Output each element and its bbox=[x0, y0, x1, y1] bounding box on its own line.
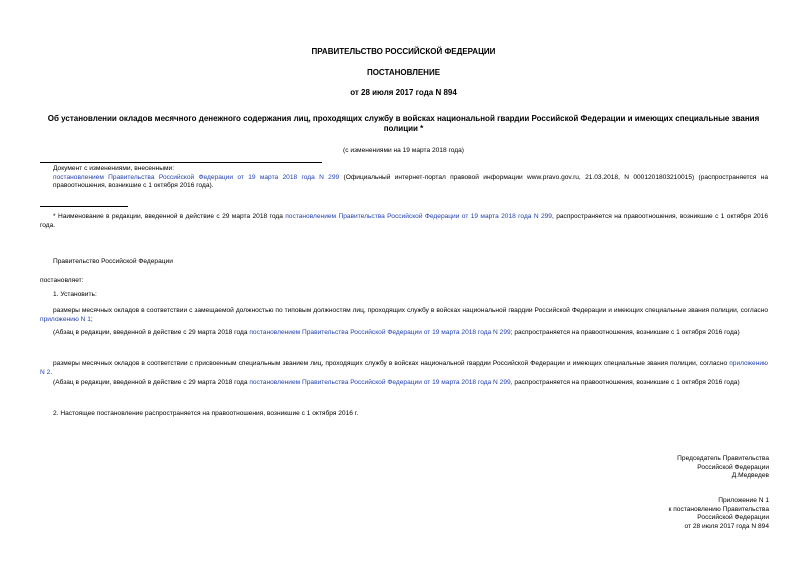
paragraph-a-amendment bbox=[40, 329, 768, 338]
government-line: Правительство Российской Федерации bbox=[53, 258, 173, 265]
paragraph-b-end: . bbox=[50, 368, 53, 376]
amendment-a-pre: (Абзац в редакции, введенной в действие с 29 марта 2018 года bbox=[53, 329, 250, 336]
changes-divider bbox=[40, 162, 322, 163]
item-1: 1. Установить: bbox=[53, 291, 97, 298]
signature-organization: Российской Федерации bbox=[697, 463, 769, 471]
paragraph-b bbox=[40, 360, 768, 377]
changes-rest: (Официальный интернет-портал правовой информации www.pravo.gov.ru, 21.03.2018, N 0001201803210015) (распространяется на правоотношения, возникшие с 1 октября 2016 года). bbox=[53, 173, 768, 190]
signature-position: Председатель Правительства bbox=[677, 455, 769, 462]
appendix-2-link[interactable]: приложению N 2 bbox=[40, 360, 768, 376]
footnote bbox=[40, 213, 768, 230]
appendix-1-link[interactable]: приложению N 1 bbox=[40, 315, 91, 323]
signature-name: Д.Медведев bbox=[731, 472, 769, 480]
paragraph-b-amendment bbox=[40, 379, 768, 388]
appendix-organization: Российской Федерации bbox=[697, 514, 769, 522]
footnote-post: , распространяется на правоотношения, возникшие с 1 октября 2016 года. bbox=[40, 213, 768, 229]
paragraph-a bbox=[40, 307, 768, 324]
paragraph-b-text: размеры месячных окладов в соответствии с присвоенным специальным званием лиц, проходящих службу в войсках национальной гвардии Российской Федерации и имеющих специальные звания полиции, согласно bbox=[53, 360, 730, 367]
footnote-pre: * Наименование в редакции, введенной в действие с 29 марта 2018 года bbox=[53, 213, 286, 220]
paragraph-a-end: ; bbox=[90, 315, 93, 323]
appendix-header bbox=[669, 497, 770, 532]
changes-link[interactable]: постановлением Правительства Российской Федерации от 19 марта 2018 года N 299 bbox=[53, 173, 340, 181]
paragraph-a-text: размеры месячных окладов в соответствии с замещаемой должностью по типовым должностям лиц, проходящих службу в войсках национальной гвардии Российской Федерации и имеющих специальные звания полиции, согласно bbox=[53, 307, 768, 314]
document-date-number: от 28 июля 2017 года N 894 bbox=[350, 88, 457, 97]
document-type: ПОСТАНОВЛЕНИЕ bbox=[366, 68, 441, 77]
footnote-divider bbox=[40, 206, 128, 207]
resolves-line: постановляет: bbox=[40, 277, 84, 284]
appendix-number: Приложение N 1 bbox=[718, 497, 769, 504]
amendment-a-post: ; распространяется на правоотношения, возникшие с 1 октября 2016 года) bbox=[510, 329, 740, 336]
issuing-authority: ПРАВИТЕЛЬСТВО РОССИЙСКОЙ ФЕДЕРАЦИИ bbox=[311, 47, 496, 56]
changes-note: (с изменениями на 19 марта 2018 года) bbox=[343, 147, 464, 154]
signature-block bbox=[677, 455, 769, 481]
changes-block bbox=[40, 165, 768, 191]
document-title: Об установлении окладов месячного денежного содержания лиц, проходящих службу в войсках национальной гвардии Российской Федерации и имеющих специальные звания полиции * bbox=[47, 114, 760, 134]
amendment-b-post: , распространяется на правоотношения, возникшие с 1 октября 2016 года) bbox=[510, 379, 740, 386]
amendment-b-pre: (Абзац в редакции, введенной в действие с 29 марта 2018 года bbox=[53, 379, 250, 386]
item-2: 2. Настоящее постановление распространяется на правоотношения, возникшие с 1 октября 2016 г. bbox=[53, 410, 359, 417]
appendix-reference: к постановлению Правительства bbox=[668, 505, 769, 513]
amendment-a-link[interactable]: постановлением Правительства Российской Федерации от 19 марта 2018 года N 299 bbox=[249, 329, 511, 336]
footnote-link[interactable]: постановлением Правительства Российской Федерации от 19 марта 2018 года N 299 bbox=[285, 213, 552, 220]
amendment-b-link[interactable]: постановлением Правительства Российской Федерации от 19 марта 2018 года N 299 bbox=[249, 379, 511, 386]
changes-label: Документ с изменениями, внесенными: bbox=[53, 165, 175, 172]
appendix-date: от 28 июля 2017 года N 894 bbox=[684, 523, 769, 531]
changes-body bbox=[40, 174, 768, 191]
